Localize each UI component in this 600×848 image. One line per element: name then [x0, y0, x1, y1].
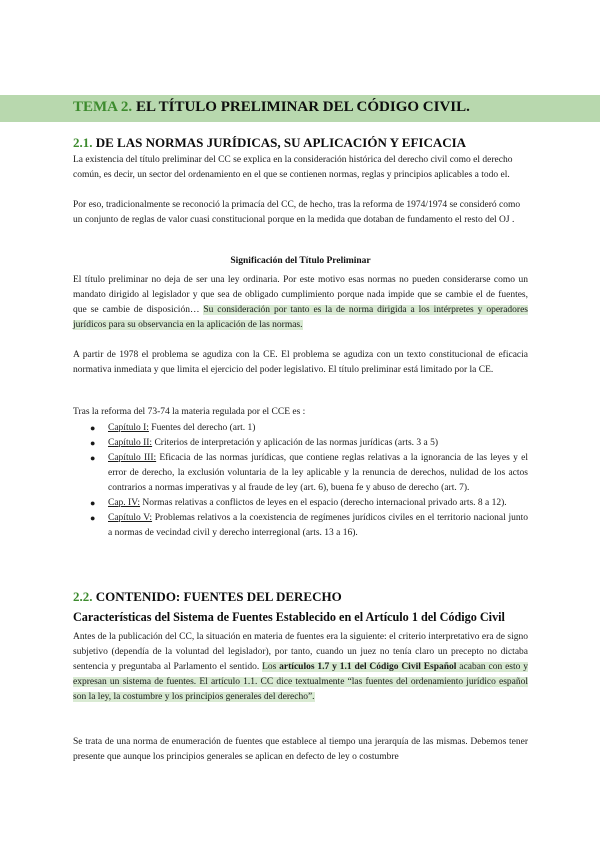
section-2-paragraph-1: [73, 630, 528, 705]
chapter-label: Capítulo I:: [108, 423, 149, 433]
chapter-text: Criterios de interpretación y aplicación de las normas jurídicas (arts. 3 a 5): [152, 438, 439, 448]
section-1-subtitle: Significación del Título Preliminar: [230, 256, 371, 266]
section-1-paragraph-2: Por eso, tradicionalmente se reconoció la primacía del CC, de hecho, tras la reforma de 1974/1974 se consideró como un conjunto de reglas de valor cuasi constitucional porque en la medida que dotaban de fundamento el resto del OJ .: [73, 200, 521, 225]
chapter-label: Capítulo III:: [108, 453, 157, 463]
paragraph-1-highlight-a: Los: [262, 662, 280, 672]
chapter-text: Normas relativas a conflictos de leyes en el espacio (derecho internacional privado arts. 8 a 12).: [140, 498, 507, 508]
list-item: [73, 436, 528, 451]
chapter-list: [73, 421, 528, 541]
chapter-label: Capítulo II:: [108, 438, 153, 448]
section-1-number: 2.1.: [73, 135, 93, 150]
section-1-paragraph-3: [73, 273, 528, 333]
section-1-heading-text: DE LAS NORMAS JURÍDICAS, SU APLICACIÓN Y EFICACIA: [92, 135, 467, 150]
list-item: [73, 496, 528, 511]
list-item: [73, 451, 528, 496]
section-2-number: 2.2.: [73, 589, 93, 604]
page-title: [73, 99, 470, 116]
section-2-heading-text: CONTENIDO: FUENTES DEL DERECHO: [92, 589, 342, 604]
title-label: EL TÍTULO PRELIMINAR DEL CÓDIGO CIVIL.: [132, 99, 470, 115]
chapter-text: Eficacia de las normas jurídicas, que contiene reglas relativas a la ignorancia de las leyes y el error de derecho, la exclusión voluntaria de la ley aplicable y la renuncia de derechos, nulidad de los actos contrarios a normas imperativas y al fraude de ley (art. 6), buena fe y abuso de derecho (art. 7).: [108, 453, 528, 493]
section-2-subheading: Características del Sistema de Fuentes Establecido en el Artículo 1 del Código Civil: [73, 610, 505, 624]
paragraph-1-highlight-bold: artículos 1.7 y 1.1 del Código Civil Español: [279, 662, 457, 672]
bullet-icon: ●: [90, 513, 96, 523]
section-1-heading: [73, 135, 466, 151]
section-1-paragraph-1: La existencia del título preliminar del CC se explica en la consideración histórica del derecho civil como el derecho común, es decir, un sector del ordenamiento en el que se contienen normas, reglas y principios aplicables a todo el.: [73, 155, 513, 180]
bullet-icon: ●: [90, 423, 96, 433]
chapter-text: Fuentes del derecho (art. 1): [148, 423, 256, 433]
bullet-icon: ●: [90, 453, 96, 463]
section-2-heading: [73, 589, 342, 605]
chapter-label: Cap. IV:: [108, 498, 141, 508]
bullet-icon: ●: [90, 438, 96, 448]
paragraph-3-highlight: Su consideración por tanto es la de norma dirigida a los intérpretes y operadores jurídicos para su observancia en la aplicación de las normas.: [73, 305, 528, 330]
section-1-paragraph-5: Tras la reforma del 73-74 la materia regulada por el CCE es :: [73, 407, 306, 417]
chapter-text: Problemas relativos a la coexistencia de regímenes jurídicos civiles en el territorio nacional junto a normas de vecindad civil y derecho interregional (arts. 13 a 16).: [108, 513, 528, 538]
paragraph-1-text: Antes de la publicación del CC, la situación en materia de fuentes era la siguiente: el criterio interpretativo era de signo subjetivo (dependía de la voluntad del legislador), por tanto, cuando un juez no tenía claro un precepto no dictaba sentencia y preguntaba al Parlamento el sentido.: [73, 632, 528, 672]
paragraph-3-text: El título preliminar no deja de ser una ley ordinaria. Por este motivo esas normas no pueden considerarse como un mandato dirigido al legislador y que sea de obligado cumplimiento porque nada impide que se cambie el de fuentes, que se cambie de disposición…: [73, 275, 528, 315]
bullet-icon: ●: [90, 498, 96, 508]
section-2-paragraph-2: Se trata de una norma de enumeración de fuentes que establece al tiempo una jerarquía de las mismas. Debemos tener presente que aunque los principios generales se aplican en defecto de ley o costumbre: [73, 737, 528, 762]
section-1-paragraph-4: A partir de 1978 el problema se agudiza con la CE. El problema se agudiza con un texto constitucional de eficacia normativa inmediata y que limita el ejercicio del poder legislativo. El título preliminar está limitado por la CE.: [73, 350, 528, 375]
chapter-label: Capítulo V:: [108, 513, 153, 523]
title-number: TEMA 2.: [73, 99, 133, 115]
list-item: [73, 421, 528, 436]
paragraph-1-highlight-b: acaban con esto y expresan un sistema de fuentes. El artículo 1.1. CC dice textualmente “las fuentes del ordenamiento jurídico español son la ley, la costumbre y los principios generales del derecho”.: [73, 662, 529, 702]
list-item: [73, 511, 528, 541]
title-bar: [0, 95, 600, 122]
